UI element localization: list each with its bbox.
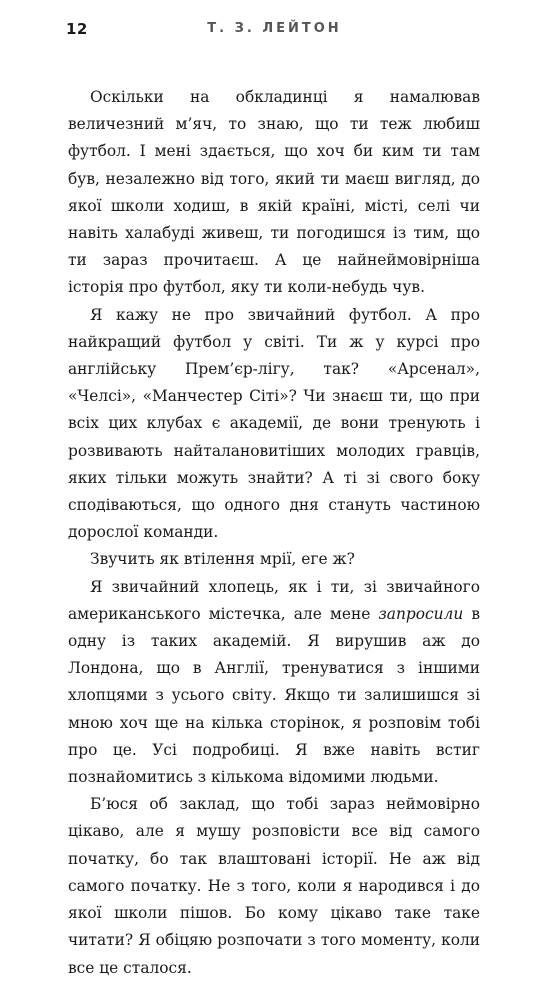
paragraph-4 <box>68 574 480 792</box>
paragraph-5: Б’юся об заклад, що тобі зараз неймовірно цікаво, але я мушу розповісти все від самого початку, бо так влаштовані історії. Не аж від самого початку. Не з того, коли я народився і до якої школи пішов. Бо кому цікаво таке таке читати? Я обіцяю розпочати з того моменту, коли все це сталося. <box>68 795 480 977</box>
paragraph-4-emphasis: запросили <box>378 604 464 623</box>
paragraph-3: Звучить як втілення мрії, еге ж? <box>90 550 355 569</box>
running-head-author: Т. З. ЛЕЙТОН <box>207 21 342 36</box>
paragraph-2: Я кажу не про звичайний футбол. А про найкращий футбол у світі. Ти ж у курсі про англійську Прем’єр-лігу, так? «Арсенал», «Челсі», «Манчестер Сіті»? Чи знаєш ти, що при всіх цих клубах є академії, де вони тренують і розвивають найталановитіших молодих гравців, яких тільки можуть знайти? А ті зі свого боку сподіваються, що одного дня стануть частиною дорослої команди. <box>68 305 480 542</box>
paragraph-4-text-before: Я звичайний хлопець, як і ти, зі звичайного американського містечка, але мене <box>68 577 480 623</box>
paragraph-4-text-after: в одну із таких академій. Я вирушив аж до Лондона, що в Англії, тренуватися з іншими хлопцями з усього світу. Якщо ти залишишся зі мною хоч ще на кілька сторінок, я розповім тобі про це. Усі подробиці. Я вже навіть встиг познайомитись з кількома відомими людьми. <box>68 604 480 787</box>
body-text <box>68 84 480 982</box>
page-number: 12 <box>66 20 88 38</box>
page-header <box>66 20 483 42</box>
paragraph-1: Оскільки на обкладинці я намалював величезний м’яч, то знаю, що ти теж любиш футбол. І мені здається, що хоч би ким ти там був, незалежно від того, який ти маєш вигляд, до якої школи ходиш, в якій країні, місті, селі чи навіть халабуді живеш, ти погодишся із тим, що ти зараз прочитаєш. А це найнеймовірніша історія про футбол, яку ти коли-небудь чув. <box>68 88 480 297</box>
